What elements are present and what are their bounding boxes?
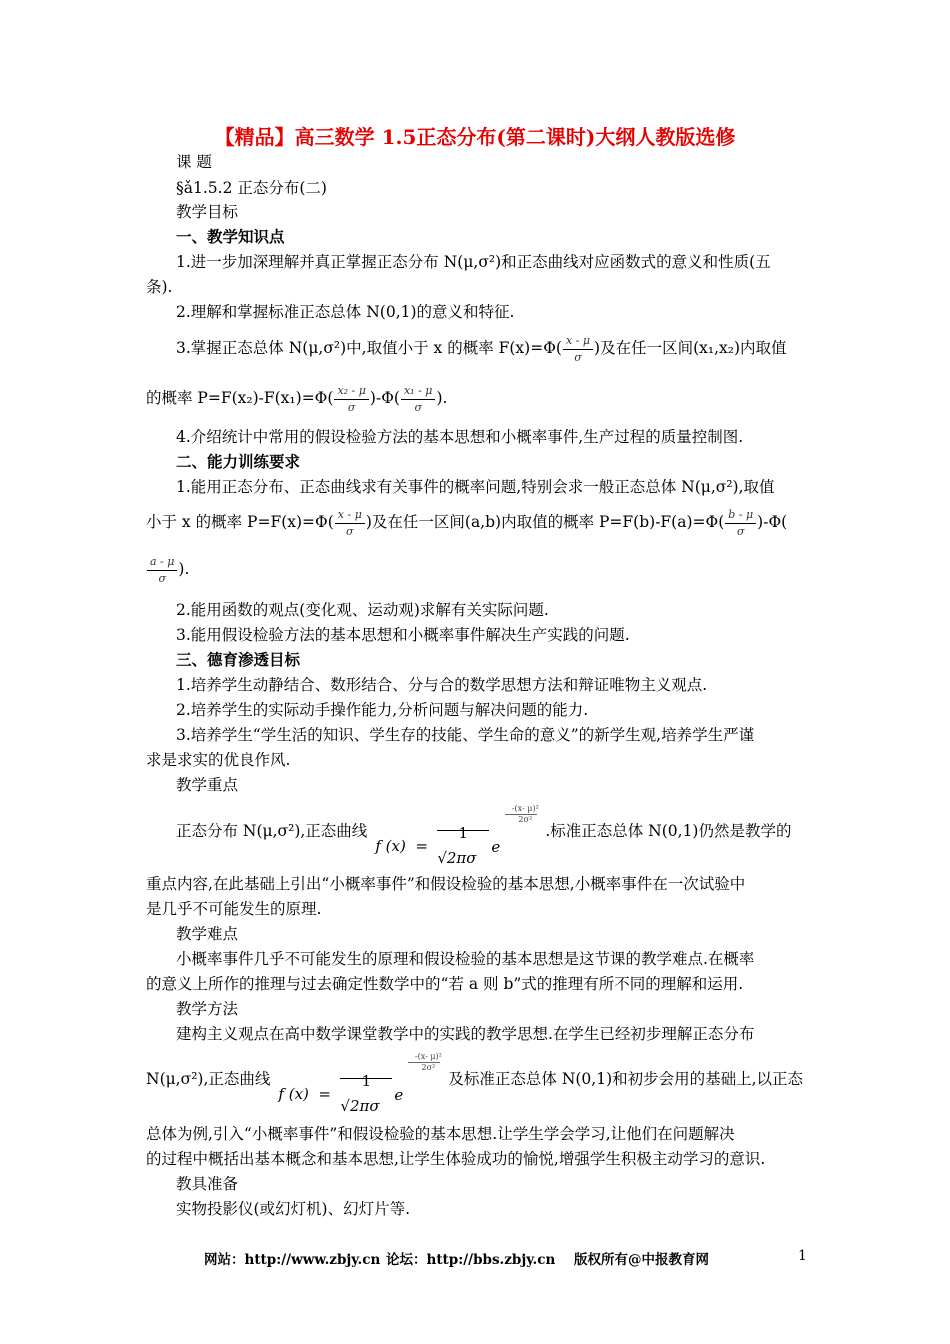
tools-heading: 教具准备: [176, 1175, 239, 1193]
knowledge-2: 2.理解和掌握标准正态总体 N(0,1)的意义和特征.: [176, 303, 515, 321]
knowledge-3b-post: ).: [436, 389, 448, 407]
fraction-x-mu: $\frac{x - \mu}{\sigma}$: [563, 333, 593, 366]
method-heading: 教学方法: [176, 1000, 239, 1018]
key-point-1-post: .标准正态总体 N(0,1)仍然是教学的: [545, 822, 792, 840]
fraction-b-mu: $\frac{b - \mu}{\sigma}$: [725, 507, 756, 540]
knowledge-3b-mid: )-Φ(: [369, 389, 400, 407]
ability-1b-post: )-Φ(: [757, 513, 788, 531]
moral-1: 1.培养学生动静结合、数形结合、分与合的数学思想方法和辩证唯物主义观点.: [176, 676, 708, 694]
ability-2: 2.能用函数的观点(变化观、运动观)求解有关实际问题.: [176, 601, 549, 619]
knowledge-3a: [176, 332, 840, 366]
moral-3b: 求是求实的优良作风.: [146, 751, 291, 769]
heading-knowledge: 一、教学知识点: [176, 227, 285, 246]
method-2: [146, 1052, 810, 1115]
normal-density-formula: f (x) = 1 √2πσ e -(x- μ)² 2σ²: [375, 804, 539, 867]
document-title: 【精品】高三数学 1.5正态分布(第二课时)大纲人教版选修: [214, 125, 736, 149]
teaching-goal-heading: 教学目标: [176, 203, 239, 221]
method-1: 建构主义观点在高中数学课堂教学中的实践的教学思想.在学生已经初步理解正态分布: [176, 1025, 755, 1043]
footer-copyright: 版权所有@中报教育网: [574, 1252, 709, 1268]
knowledge-3a-post: )及在任一区间(x₁,x₂)内取值: [594, 339, 787, 357]
method-2-post: 及标准正态总体 N(0,1)和初步会用的基础上,以正态: [448, 1070, 804, 1088]
heading-ability: 二、能力训练要求: [176, 452, 301, 471]
tools-1: 实物投影仪(或幻灯机)、幻灯片等.: [176, 1200, 411, 1218]
knowledge-3a-pre: 3.掌握正态总体 N(μ,σ²)中,取值小于 x 的概率 F(x)=Φ(: [176, 339, 562, 357]
key-point-2: 重点内容,在此基础上引出“小概率事件”和假设检验的基本思想,小概率事件在一次试验中: [146, 875, 746, 893]
fraction-x1-mu: $\frac{\text{x₁ - μ}}{\sigma}$: [401, 383, 435, 416]
knowledge-1b: 条).: [146, 278, 173, 296]
moral-3a: 3.培养学生“学生活的知识、学生存的技能、学生命的意义”的新学生观,培养学生严谨: [176, 726, 755, 744]
key-point-3: 是几乎不可能发生的原理.: [146, 900, 322, 918]
label-keti: 课 题: [176, 153, 212, 171]
normal-density-formula-2: f (x) = 1 √2πσ e -(x- μ)² 2σ²: [278, 1052, 442, 1115]
method-2-pre: N(μ,σ²),正态曲线: [146, 1070, 271, 1088]
section-heading: §ǎ1.5.2 正态分布(二): [176, 179, 327, 197]
ability-1c-post: ).: [178, 560, 190, 578]
footer-forum: 论坛：http://bbs.zbjy.cn: [386, 1252, 556, 1268]
ability-1b: [146, 506, 810, 540]
difficulty-heading: 教学难点: [176, 925, 239, 943]
knowledge-4: 4.介绍统计中常用的假设检验方法的基本思想和小概率事件,生产过程的质量控制图.: [176, 428, 744, 446]
fraction-a-mu: $\frac{a - \mu}{\sigma}$: [147, 554, 177, 587]
ability-1c: [146, 553, 810, 587]
knowledge-3b: [146, 382, 810, 416]
fraction-x-mu-2: $\frac{x - \mu}{\sigma}$: [335, 507, 365, 540]
moral-2: 2.培养学生的实际动手操作能力,分析问题与解决问题的能力.: [176, 701, 589, 719]
difficulty-2: 的意义上所作的推理与过去确定性数学中的“若 a 则 b”式的推理有所不同的理解和运用.: [146, 975, 744, 993]
key-point-heading: 教学重点: [176, 776, 239, 794]
page-number: 1: [798, 1248, 807, 1264]
method-3: 总体为例,引入“小概率事件”和假设检验的基本思想.让学生学会学习,让他们在问题解决: [146, 1125, 735, 1143]
fraction-x2-mu: $\frac{\text{x₂ - μ}}{\sigma}$: [334, 383, 368, 416]
ability-1b-pre: 小于 x 的概率 P=F(x)=Φ(: [146, 513, 334, 531]
ability-3: 3.能用假设检验方法的基本思想和小概率事件解决生产实践的问题.: [176, 626, 630, 644]
method-4: 的过程中概括出基本概念和基本思想,让学生体验成功的愉悦,增强学生积极主动学习的意识.: [146, 1150, 766, 1168]
difficulty-1: 小概率事件几乎不可能发生的原理和假设检验的基本思想是这节课的教学难点.在概率: [176, 950, 755, 968]
knowledge-3b-pre: 的概率 P=F(x₂)-F(x₁)=Φ(: [146, 389, 334, 407]
key-point-1: [176, 804, 840, 867]
ability-1a: 1.能用正态分布、正态曲线求有关事件的概率问题,特别会求一般正态总体 N(μ,σ²),取值: [176, 478, 775, 496]
ability-1b-mid: )及在任一区间(a,b)内取值的概率 P=F(b)-F(a)=Φ(: [365, 513, 725, 531]
heading-moral: 三、德育渗透目标: [176, 650, 301, 669]
key-point-1-pre: 正态分布 N(μ,σ²),正态曲线: [176, 822, 368, 840]
footer-site: 网站：http://www.zbjy.cn: [204, 1252, 381, 1268]
knowledge-1a: 1.进一步加深理解并真正掌握正态分布 N(μ,σ²)和正态曲线对应函数式的意义和性质(五: [176, 253, 771, 271]
